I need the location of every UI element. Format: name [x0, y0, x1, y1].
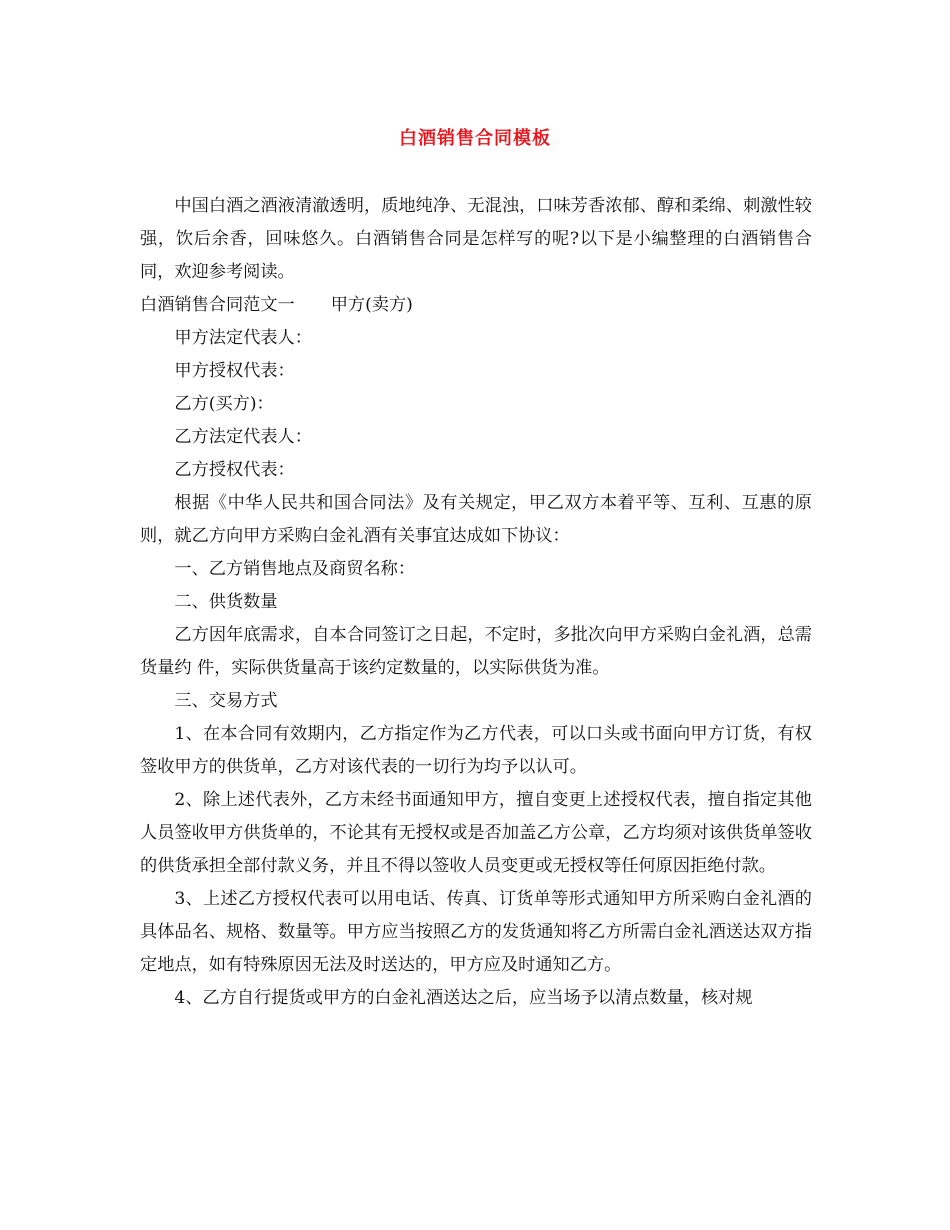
clause-4-paragraph: 4、乙方自行提货或甲方的白金礼酒送达之后，应当场予以清点数量，核对规: [174, 988, 753, 1008]
party-b-legal-rep: 乙方法定代表人：: [174, 427, 312, 447]
section-3-heading: 三、交易方式: [174, 691, 278, 711]
section-1-heading: 一、乙方销售地点及商贸名称：: [174, 559, 416, 579]
section-2-heading: 二、供货数量: [174, 592, 278, 612]
clause-1-paragraph: 1、在本合同有效期内，乙方指定作为乙方代表，可以口头或书面向甲方订货，有权签收甲方的供货单，乙方对该代表的一切行为均予以认可。: [140, 724, 812, 777]
party-a-auth-rep: 甲方授权代表：: [174, 361, 295, 381]
party-a-legal-rep: 甲方法定代表人：: [174, 328, 312, 348]
preamble-paragraph: 根据《中华人民共和国合同法》及有关规定，甲乙双方本着平等、互利、互惠的原则，就乙方向甲方采购白金礼酒有关事宜达成如下协议：: [140, 493, 812, 546]
sample-heading-line: [140, 289, 812, 322]
clause-2-paragraph: 2、除上述代表外，乙方未经书面通知甲方，擅自变更上述授权代表，擅自指定其他人员签收甲方供货单的，不论其有无授权或是否加盖乙方公章，乙方均须对该供货单签收的供货承担全部付款义务，并且不得以签收人员变更或无授权等任何原因拒绝付款。: [140, 790, 812, 876]
sample-heading: 白酒销售合同范文一: [140, 295, 295, 315]
section-2-paragraph: 乙方因年底需求，自本合同签订之日起，不定时，多批次向甲方采购白金礼酒，总需货量约 件，实际供货量高于该约定数量的，以实际供货为准。: [140, 625, 812, 678]
document-body: [140, 190, 812, 1015]
party-b: 乙方(买方)：: [174, 394, 274, 414]
clause-3-paragraph: 3、上述乙方授权代表可以用电话、传真、订货单等形式通知甲方所采购白金礼酒的具体品名、规格、数量等。甲方应当按照乙方的发货通知将乙方所需白金礼酒送达双方指定地点，如有特殊原因无法及时送达的，甲方应及时通知乙方。: [140, 889, 812, 975]
document-title: 白酒销售合同模板: [399, 128, 551, 149]
party-b-auth-rep: 乙方授权代表：: [174, 460, 295, 480]
intro-paragraph: 中国白酒之酒液清澈透明，质地纯净、无混浊，口味芳香浓郁、醇和柔绵、刺激性较强，饮后余香，回味悠久。白酒销售合同是怎样写的呢?以下是小编整理的白酒销售合同，欢迎参考阅读。: [140, 196, 812, 282]
party-a: 甲方(卖方): [330, 295, 413, 315]
